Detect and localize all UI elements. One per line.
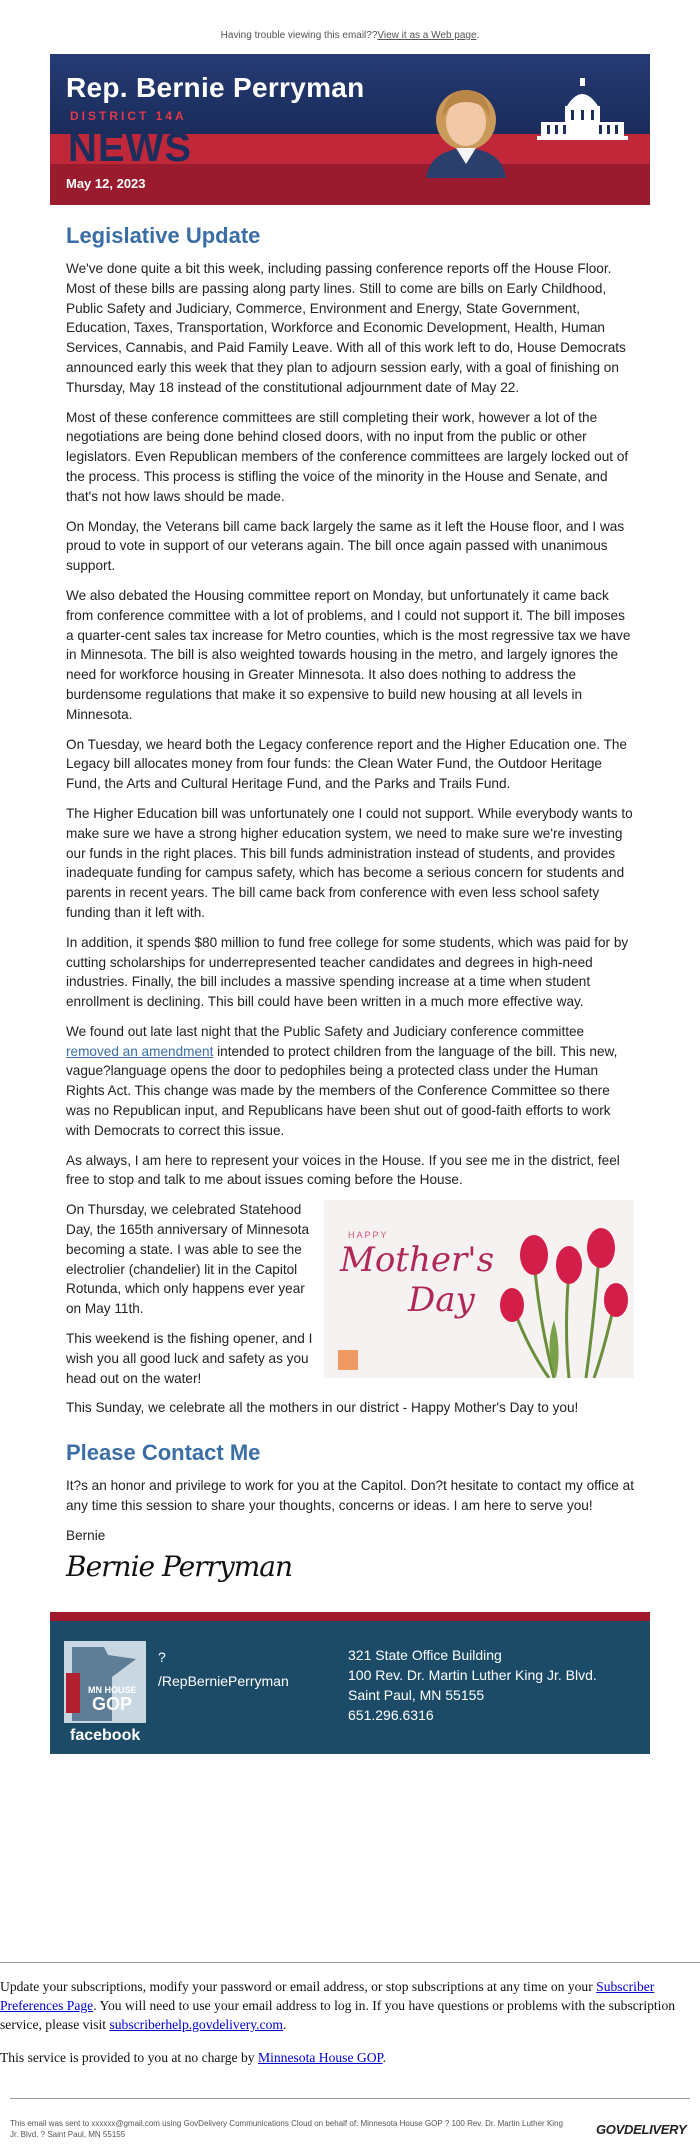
govdelivery-logo[interactable]: GOVDELIVERY — [596, 2122, 687, 2137]
facebook-logo[interactable] — [64, 1641, 146, 1749]
mothers-day-script-day: Day — [408, 1280, 475, 1321]
subscription-footer — [0, 1962, 700, 2081]
footer-stripe — [50, 1612, 650, 1621]
question-mark: ? — [158, 1648, 166, 1665]
facebook-handle[interactable]: /RepBerniePerryman — [158, 1672, 289, 1689]
mothers-day-script: Mother's — [340, 1240, 495, 1281]
subscriber-preferences-link[interactable]: Subscriber Preferences Page — [0, 1979, 655, 2013]
paragraph: On Monday, the Veterans bill came back largely the same as it left the House floor, and I was proud to vote in support of our veterans again. The bill once again passed with unanimous support. — [66, 518, 625, 574]
subscriber-help-link[interactable]: subscriberhelp.govdelivery.com — [109, 2017, 283, 2032]
mothers-day-section — [66, 1200, 634, 1398]
paragraph: The Higher Education bill was unfortunately one I could not support. While everybody wants to make sure we have a strong higher education system, we need to make sure we're investing our funds in the right places. This bill funds administration instead of students, and provides inadequate funding for campus safety, which has become a serious concern for students and parents in recent years. The bill came back from conference with even less school safety funding than it left with. — [66, 805, 633, 920]
facebook-label: facebook — [70, 1726, 141, 1744]
paragraph: Most of these conference committees are still completing their work, however a lot of the negotiations are being done behind closed doors, with no input from the public or other legislators. Even Republican members of the conference committees are largely locked out of the process. This process is stifling the voice of the minority in the House and Senate, and that's not how laws should be made. — [66, 409, 629, 504]
service-paragraph: This service is provided to you at no charge by Minnesota House GOP. — [0, 2050, 386, 2065]
subscription-paragraph: Update your subscriptions, modify your password or email address, or stop subscriptions at any time on your Subscriber Preferences Page. You will need to use your email address to log in. If you have questions or problems with the subscription service, please visit subscriberhelp.govdelivery.com. — [0, 1979, 676, 2032]
removed-amendment-link[interactable]: removed an amendment — [66, 1043, 214, 1059]
paragraph: We also debated the Housing committee report on Monday, but unfortunately it came back from conference committee with a lot of problems, and I could not support it. The bill imposes a quarter-cent sales tax increase for Metro counties, which is the most regressive tax we have in Minnesota. The bill is also weighted towards housing in the metro, and largely ignores the need for workforce housing in Greater Minnesota. It also does nothing to address the burdensome regulations that make it so expensive to build new housing at all levels in Minnesota. — [66, 587, 631, 722]
news-title: NEWS — [68, 126, 192, 170]
newsletter-header — [50, 54, 650, 205]
web-page-link[interactable]: View it as a Web page — [377, 30, 477, 41]
paragraph: As always, I am here to represent your voices in the House. If you see me in the district, feel free to stop and talk to me about issues coming before the House. — [66, 1152, 620, 1188]
district-label: DISTRICT 14A — [70, 109, 187, 123]
paragraph: We've done quite a bit this week, including passing conference reports off the House Floor. Most of these bills are passing along party lines. Still to come are bills on Early Childhood, Public Safety and Judiciary, Commerce, Environment and Energy, State Government, Education, Taxes, Transportation, Workforce and Economic Development, Health, Human Services, Cannabis, and Paid Family Leave. With all of this work left to do, House Democrats announced early this week that they plan to adjourn session early, with a goal of finishing on Thursday, May 18 instead of the constitutional adjournment date of May 22. — [66, 261, 626, 395]
amendment-paragraph: We found out late last night that the Public Safety and Judiciary conference committee removed an amendment intended to protect children from the language of the bill. This new, vague?language opens the door to pedophiles being a protected class under the Human Rights Act. This change was made by the members of the Conference Committee so there was no Republican input, and Republicans have been shut out of good-faith efforts to work with Democrats to correct this issue. — [66, 1023, 618, 1138]
tulips-illustration — [324, 1200, 634, 1378]
newsletter — [50, 54, 650, 1754]
statehood-paragraph: On Thursday, we celebrated Statehood Day, the 165th anniversary of Minnesota becoming a state. I was able to see the electrolier (chandelier) lit in the Capitol Rotunda, which only happens ever year on May 11th. — [66, 1202, 310, 1317]
mothers-day-happy: HAPPY — [348, 1230, 389, 1241]
issue-date: May 12, 2023 — [66, 176, 146, 191]
paragraph: In addition, it spends $80 million to fund free college for some students, which was paid for by cutting scholarships for underrepresented teacher candidates and degrees in high-need industries. Finally, the bill includes a massive spending increase at a time when student enrollment is declining. This bill could have been written in a much more effective way. — [66, 934, 629, 1010]
contact-heading: Please Contact Me — [66, 1440, 261, 1466]
office-address: 321 State Office Building 100 Rev. Dr. Martin Luther King Jr. Blvd. Saint Paul, MN 55155 651.296.6316 — [348, 1646, 597, 1723]
newsletter-body — [50, 205, 650, 1598]
fishing-paragraph: This weekend is the fishing opener, and I wish you all good luck and safety as you head out on the water! — [66, 1331, 313, 1386]
contact-paragraph: It?s an honor and privilege to work for you at the Capitol. Don?t hesitate to contact my office at any time this session to share your thoughts, concerns or ideas. I am here to serve you! — [66, 1478, 634, 1514]
mothers-paragraph: This Sunday, we celebrate all the mothers in our district - Happy Mother's Day to you! — [66, 1400, 579, 1416]
signoff: Bernie — [66, 1527, 106, 1543]
trouble-viewing-note: Having trouble viewing this email??View it as a Web page. — [220, 30, 480, 41]
fine-print — [0, 2098, 700, 2139]
legislative-update-heading: Legislative Update — [66, 223, 261, 248]
signature: Bernie Perryman — [66, 1549, 293, 1583]
paragraph: On Tuesday, we heard both the Legacy conference report and the Higher Education one. The Legacy bill allocates money from four funds: the Clean Water Fund, the Outdoor Heritage Fund, the Arts and Cultural Heritage Fund, and the Parks and Trails Fund. — [66, 736, 627, 792]
minnesota-house-gop-link[interactable]: Minnesota House GOP — [257, 2050, 383, 2065]
capitol-icon — [535, 76, 630, 144]
mn-map-icon: MN HOUSE GOP — [64, 1641, 146, 1723]
representative-portrait — [412, 68, 520, 178]
sent-to-notice: This email was sent to xxxxxx@gmail.com using GovDelivery Communications Cloud on behalf of: Minnesota House GOP ? 100 Rev. Dr. Martin Luther King Jr. Blvd. ? Saint Paul, MN 55155 — [10, 2119, 563, 2139]
mothers-day-image — [324, 1200, 634, 1378]
footer-contact — [50, 1621, 650, 1754]
representative-name: Rep. Bernie Perryman — [66, 72, 365, 103]
